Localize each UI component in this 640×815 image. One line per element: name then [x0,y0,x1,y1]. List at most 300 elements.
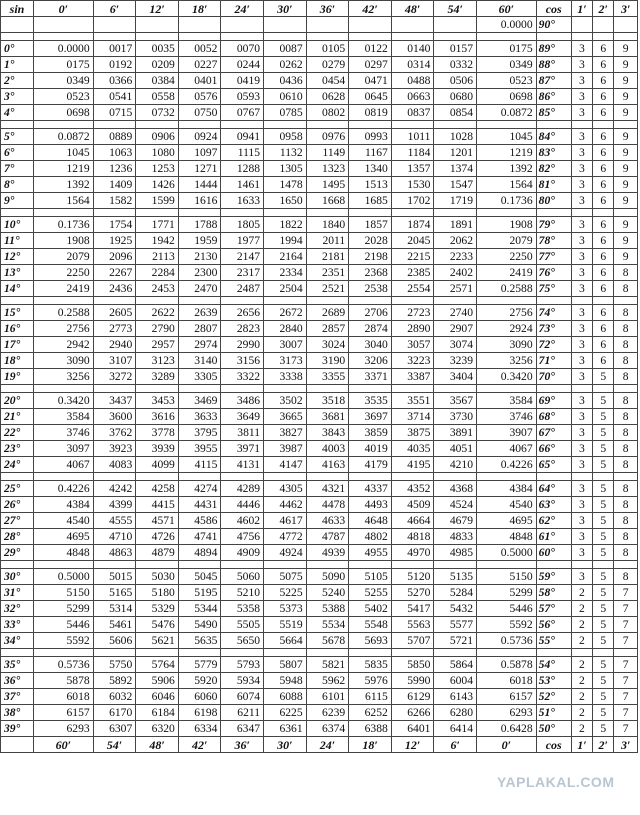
sine-value: 1219 [34,161,94,177]
table-body [1,17,638,737]
difference-value: 2 [571,673,592,689]
cos-degree: 75° [536,281,571,297]
sine-value: 5270 [391,585,434,601]
sine-value: 5864 [434,657,477,673]
sine-value: 4741 [178,529,221,545]
sine-value: 0.4226 [477,457,537,473]
difference-value: 3 [571,145,592,161]
block-separator [1,121,638,129]
difference-value: 3 [571,193,592,209]
sine-value: 0767 [221,105,264,121]
difference-value: 5 [593,601,614,617]
sine-value: 5461 [93,617,136,633]
sine-value: 4384 [34,497,94,513]
difference-value: 2 [571,689,592,705]
cos-degree: 57° [536,601,571,617]
sine-value: 2890 [391,321,434,337]
sine-value: 2079 [477,233,537,249]
difference-value: 3 [571,161,592,177]
sine-value: 1167 [349,145,392,161]
sine-value: 2874 [349,321,392,337]
sine-value: 1253 [136,161,179,177]
sine-value: 5906 [136,673,179,689]
difference-value: 2 [571,601,592,617]
difference-value: 3 [571,545,592,561]
footer-cell: 42′ [178,737,221,753]
sine-value: 6280 [434,705,477,721]
sine-value: 0366 [93,73,136,89]
sine-value: 0523 [34,89,94,105]
difference-value: 3 [571,265,592,281]
sine-value: 2300 [178,265,221,281]
sine-value: 6129 [391,689,434,705]
sine-value: 6101 [306,689,349,705]
sine-value: 2284 [136,265,179,281]
sine-value: 2706 [349,305,392,321]
sine-value: 4648 [349,513,392,529]
sine-value: 3859 [349,425,392,441]
footer-cell: 2′ [593,737,614,753]
sine-value: 1840 [306,217,349,233]
sine-value: 2756 [477,305,537,321]
sine-value: 5490 [178,617,221,633]
cos-degree: 68° [536,409,571,425]
sine-value: 1942 [136,233,179,249]
sin-degree: 19° [1,369,34,385]
difference-value: 3 [571,481,592,497]
difference-value: 5 [593,425,614,441]
difference-value: 2 [571,617,592,633]
sine-value: 0924 [178,129,221,145]
sine-value: 0105 [306,41,349,57]
sine-value: 3024 [306,337,349,353]
sine-value: 1530 [391,177,434,193]
sine-value: 0.5878 [477,657,537,673]
difference-value: 5 [593,585,614,601]
sine-value: 5150 [477,569,537,585]
sine-value: 2554 [391,281,434,297]
sine-value: 0436 [264,73,307,89]
table-row [1,705,638,721]
difference-value: 7 [614,633,638,649]
sine-value: 1754 [93,217,136,233]
difference-value: 9 [614,193,638,209]
sine-value: 5120 [391,569,434,585]
sine-value: 5948 [264,673,307,689]
header-cell: 36′ [306,1,349,17]
sine-value: 3040 [349,337,392,353]
sine-value: 5505 [221,617,264,633]
sine-value: 5650 [221,633,264,649]
sine-value: 5358 [221,601,264,617]
difference-value: 5 [593,441,614,457]
sine-value: 4242 [93,481,136,497]
difference-value: 2 [571,657,592,673]
sine-value: 0175 [477,41,537,57]
sine-value: 4509 [391,497,434,513]
sine-value: 4131 [221,457,264,473]
difference-value: 7 [614,705,638,721]
sine-value: 1805 [221,217,264,233]
sine-value: 4003 [306,441,349,457]
sine-value: 3891 [434,425,477,441]
sine-value: 6307 [93,721,136,737]
sine-value: 1513 [349,177,392,193]
difference-value: 8 [614,321,638,337]
sine-value: 6211 [221,705,264,721]
sine-value: 4909 [221,545,264,561]
sine-value: 3453 [136,393,179,409]
cos-degree: 76° [536,265,571,281]
sine-value: 3584 [477,393,537,409]
sine-value: 0663 [391,89,434,105]
sine-value: 3730 [434,409,477,425]
sine-value: 1115 [221,145,264,161]
sine-value: 0785 [264,105,307,121]
sine-value: 5388 [306,601,349,617]
sine-value: 4274 [178,481,221,497]
sin-degree: 27° [1,513,34,529]
table-row [1,617,638,633]
difference-value: 3 [571,105,592,121]
sine-value: 3971 [221,441,264,457]
difference-value: 5 [593,721,614,737]
sine-value: 3371 [349,369,392,385]
table-row [1,425,638,441]
difference-value: 3 [571,281,592,297]
cos-degree: 58° [536,585,571,601]
sin-degree: 5° [1,129,34,145]
block-separator [1,297,638,305]
sine-value: 4115 [178,457,221,473]
sine-value: 2436 [93,281,136,297]
sine-value: 4894 [178,545,221,561]
sine-value: 0506 [434,73,477,89]
difference-value: 8 [614,369,638,385]
difference-value: 7 [614,673,638,689]
block-separator [1,33,638,41]
sine-value: 3875 [391,425,434,441]
sine-value: 1097 [178,145,221,161]
sine-value: 3223 [391,353,434,369]
sine-value: 5764 [136,657,179,673]
sine-value: 1668 [306,193,349,209]
sine-value: 1650 [264,193,307,209]
footer-cell: 0′ [477,737,537,753]
sin-degree: 17° [1,337,34,353]
sine-value: 5721 [434,633,477,649]
difference-value: 9 [614,161,638,177]
sine-value: 2639 [178,305,221,321]
table-row [1,57,638,73]
cos-degree: 71° [536,353,571,369]
sine-value: 6046 [136,689,179,705]
sine-value: 5344 [178,601,221,617]
sine-value: 0471 [349,73,392,89]
sine-value: 2622 [136,305,179,321]
sine-value: 3007 [264,337,307,353]
difference-value: 6 [593,217,614,233]
sine-value: 0.3420 [477,369,537,385]
sine-value: 1374 [434,161,477,177]
sine-value: 4067 [477,441,537,457]
difference-value: 6 [593,353,614,369]
sine-value: 0157 [434,41,477,57]
difference-value: 8 [614,305,638,321]
top-value: 0.0000 [477,17,537,33]
sine-value: 2079 [34,249,94,265]
difference-value: 3 [571,73,592,89]
sine-value: 5821 [306,657,349,673]
sine-value: 4679 [434,513,477,529]
difference-value: 9 [614,89,638,105]
difference-value: 8 [614,409,638,425]
sine-value: 2250 [477,249,537,265]
sine-value: 1959 [178,233,221,249]
sin-degree: 38° [1,705,34,721]
sine-value: 0227 [178,57,221,73]
sine-value: 6374 [306,721,349,737]
sine-value: 3923 [93,441,136,457]
sine-value: 3827 [264,425,307,441]
sine-value: 5165 [93,585,136,601]
difference-value: 8 [614,441,638,457]
difference-value: 3 [571,41,592,57]
sine-value: 6239 [306,705,349,721]
table-row [1,249,638,265]
sine-value: 4210 [434,457,477,473]
difference-value: 9 [614,177,638,193]
sin-degree: 1° [1,57,34,73]
sine-value: 1357 [391,161,434,177]
header-cell: sin [1,1,34,17]
sine-value: 4939 [306,545,349,561]
sine-value: 3907 [477,425,537,441]
difference-value: 6 [593,41,614,57]
sine-value: 4368 [434,481,477,497]
difference-value: 8 [614,281,638,297]
sine-value: 0541 [93,89,136,105]
difference-value: 8 [614,497,638,513]
table-row [1,457,638,473]
sine-value: 3535 [349,393,392,409]
difference-value: 5 [593,529,614,545]
sine-value: 4726 [136,529,179,545]
sine-value: 4035 [391,441,434,457]
header-cell: cos [536,1,571,17]
sine-value: 0419 [221,73,264,89]
sine-value: 5446 [477,601,537,617]
sine-value: 2233 [434,249,477,265]
sine-value: 2453 [136,281,179,297]
sine-value: 3746 [34,425,94,441]
sine-value: 0297 [349,57,392,73]
sine-value: 3502 [264,393,307,409]
sine-value: 4664 [391,513,434,529]
sine-value: 0279 [306,57,349,73]
header-cell: 42′ [349,1,392,17]
difference-value: 3 [571,57,592,73]
sine-value: 1685 [349,193,392,209]
footer-cell: 36′ [221,737,264,753]
sine-value: 3616 [136,409,179,425]
sine-value: 4571 [136,513,179,529]
sine-value: 6293 [477,705,537,721]
sine-value: 1908 [477,217,537,233]
sine-value: 2840 [264,321,307,337]
sine-value: 6334 [178,721,221,737]
cos-degree: 88° [536,57,571,73]
header-cell: 12′ [136,1,179,17]
sine-value: 1080 [136,145,179,161]
sine-value: 2113 [136,249,179,265]
header-cell: 3′ [614,1,638,17]
sin-degree: 11° [1,233,34,249]
cos-degree: 67° [536,425,571,441]
sine-value: 5592 [34,633,94,649]
sine-value: 4067 [34,457,94,473]
sine-value: 2689 [306,305,349,321]
footer-cell: 6′ [434,737,477,753]
sin-degree: 32° [1,601,34,617]
sin-degree: 37° [1,689,34,705]
difference-value: 3 [571,409,592,425]
sine-value: 2740 [434,305,477,321]
sine-value: 4617 [264,513,307,529]
difference-value: 9 [614,217,638,233]
sine-value: 5060 [221,569,264,585]
difference-value: 5 [593,545,614,561]
sine-value: 1633 [221,193,264,209]
table-row [1,657,638,673]
sine-value: 1444 [178,177,221,193]
table-row [1,393,638,409]
sine-value: 5015 [93,569,136,585]
sine-value: 1908 [34,233,94,249]
sine-value: 4431 [178,497,221,513]
difference-value: 8 [614,265,638,281]
sine-value: 1599 [136,193,179,209]
sine-value: 2164 [264,249,307,265]
difference-value: 9 [614,129,638,145]
footer-cell: 1′ [571,737,592,753]
difference-value: 9 [614,73,638,89]
sine-value: 5835 [349,657,392,673]
difference-value: 3 [571,425,592,441]
sine-value: 0.0872 [477,105,537,121]
cos-degree: 73° [536,321,571,337]
sine-value: 4147 [264,457,307,473]
sine-value: 3256 [34,369,94,385]
sine-value: 0.3420 [34,393,94,409]
sine-value: 2672 [264,305,307,321]
sin-degree: 30° [1,569,34,585]
cos-degree: 77° [536,249,571,265]
sine-value: 3074 [434,337,477,353]
footer-cell: 12′ [391,737,434,753]
difference-value: 7 [614,585,638,601]
sine-value: 0244 [221,57,264,73]
difference-value: 3 [571,249,592,265]
sine-value: 3123 [136,353,179,369]
sine-value: 3697 [349,409,392,425]
difference-value: 7 [614,657,638,673]
sine-value: 1184 [391,145,434,161]
header-cell: 48′ [391,1,434,17]
sine-value: 1201 [434,145,477,161]
difference-value: 3 [571,369,592,385]
sine-value: 1564 [477,177,537,193]
sine-value: 5314 [93,601,136,617]
sine-value: 1616 [178,193,221,209]
sine-value: 0052 [178,41,221,57]
footer-cell: 30′ [264,737,307,753]
sine-value: 4019 [349,441,392,457]
cos-degree: 63° [536,497,571,513]
cos-degree: 56° [536,617,571,633]
cos-degree: 51° [536,705,571,721]
sine-value: 6361 [264,721,307,737]
sine-value: 0.5736 [34,657,94,673]
difference-value: 6 [593,193,614,209]
cos-degree: 64° [536,481,571,497]
table-row [1,481,638,497]
sin-degree: 15° [1,305,34,321]
sine-value: 3206 [349,353,392,369]
footer-cell: 3′ [614,737,638,753]
header-cell: 6′ [93,1,136,17]
difference-value: 8 [614,393,638,409]
table-row [1,161,638,177]
difference-value: 6 [593,265,614,281]
sine-value: 3387 [391,369,434,385]
sine-value: 2521 [306,281,349,297]
sine-value: 4462 [264,497,307,513]
difference-value: 5 [593,657,614,673]
sine-value: 1392 [477,161,537,177]
sine-value: 3567 [434,393,477,409]
sine-value: 1305 [264,161,307,177]
block-separator [1,385,638,393]
sine-value: 0122 [349,41,392,57]
sine-value: 0070 [221,41,264,57]
sine-value: 0958 [264,129,307,145]
difference-value: 8 [614,569,638,585]
sine-value: 5807 [264,657,307,673]
sine-value: 0628 [306,89,349,105]
difference-value: 2 [571,705,592,721]
sin-degree: 22° [1,425,34,441]
sin-degree: 39° [1,721,34,737]
sine-value: 2368 [349,265,392,281]
difference-value: 5 [593,633,614,649]
sine-value: 5240 [306,585,349,601]
watermark: YAPLAKAL.COM [497,774,615,790]
sine-value: 0262 [264,57,307,73]
sine-value: 3256 [477,353,537,369]
difference-value: 5 [593,369,614,385]
sine-value: 6018 [477,673,537,689]
table-row [1,569,638,585]
sine-value: 3746 [477,409,537,425]
sine-value: 0087 [264,41,307,57]
sine-value: 4818 [391,529,434,545]
sine-value: 3057 [391,337,434,353]
sine-value: 5621 [136,633,179,649]
sine-value: 1719 [434,193,477,209]
table-row [1,673,638,689]
difference-value: 5 [593,673,614,689]
